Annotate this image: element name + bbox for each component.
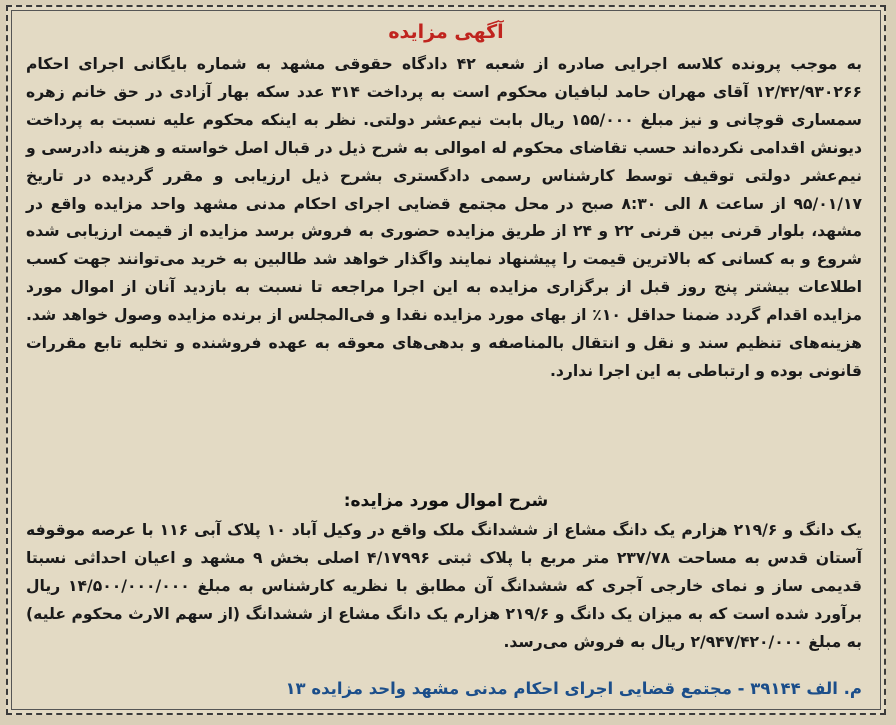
- notice-frame: [6, 5, 886, 715]
- notice-body: به موجب پرونده کلاسه اجرایی صادره از شعبه ۴۲ دادگاه حقوقی مشهد به شماره بایگانی اجرای احکام ۱۲/۴۲/۹۳۰۲۶۶ آقای مهران حامد لبافیان محکوم است به پرداخت ۳۱۴ عدد سکه بهار آزادی در حق خانم زهره سمساری قوچانی و نیز مبلغ ۱۵۵/۰۰۰ ریال بابت نیم‌عشر دولتی. نظر به اینکه محکوم علیه نسبت به پرداخت دیونش اقدامی نکرده‌اند حسب تقاضای محکوم له اموالی به شرح ذیل در قبال اصل خواسته و هزینه دادرسی و نیم‌عشر دولتی توقیف توسط کارشناس رسمی دادگستری بشرح ذیل ارزیابی و مقرر گردیده در تاریخ ۹۵/۰۱/۱۷ از ساعت ۸ الی ۸:۳۰ صبح در محل مجتمع قضایی اجرای احکام مدنی مشهد واحد مزایده واقع در مشهد، بلوار قرنی بین قرنی ۲۲ و ۲۴ از طریق مزایده حضوری به فروش برسد مزایده از قیمت ارزیابی شده شروع و به کسانی که بالاترین قیمت را پیشنهاد نمایند واگذار خواهد شد طالبین به خرید می‌توانند جهت کسب اطلاعات بیشتر پنج روز قبل از برگزاری مزایده به این اجرا مراجعه تا نسبت به بازدید آنان از اموال مورد مزایده اقدام گردد ضمنا حداقل ۱۰٪ از بهای مورد مزایده نقدا و فی‌المجلس از برنده مزایده وصول خواهد شد. هزینه‌های تنظیم سند و نقل و انتقال بالمناصفه و بدهی‌های معوقه به عهده فروشنده و تخلیه تابع مقررات قانونی بوده و ارتباطی به این اجرا ندارد.: [26, 55, 863, 380]
- notice-title: آگهی مزایده: [388, 21, 504, 43]
- property-description: یک دانگ و ۲۱۹/۶ هزارم یک دانگ مشاع از ششدانگ ملک واقع در وکیل آباد ۱۰ پلاک آبی ۱۱۶ با عرصه موقوفه آستان قدس به مساحت ۲۳۷/۷۸ متر مربع با پلاک ثبتی ۴/۱۷۹۹۶ اصلی بخش ۹ مشهد و اعیان احداثی نسبتا قدیمی ساز و نمای خارجی آجری که ششدانگ آن مطابق با نظریه کارشناس به مبلغ ۱۴/۵۰۰/۰۰۰/۰۰۰ ریال برآورد شده است که به میزان یک دانگ و ۲۱۹/۶ هزارم یک دانگ مشاع از ششدانگ (از سهم الارث محکوم علیه) به مبلغ ۲/۹۴۷/۴۲۰/۰۰۰ ریال به فروش می‌رسد.: [26, 521, 862, 651]
- notice-footer: م. الف ۳۹۱۴۴ - مجتمع قضایی اجرای احکام مدنی مشهد واحد مزایده ۱۳: [285, 679, 862, 698]
- property-subheading: شرح اموال مورد مزایده:: [343, 491, 549, 511]
